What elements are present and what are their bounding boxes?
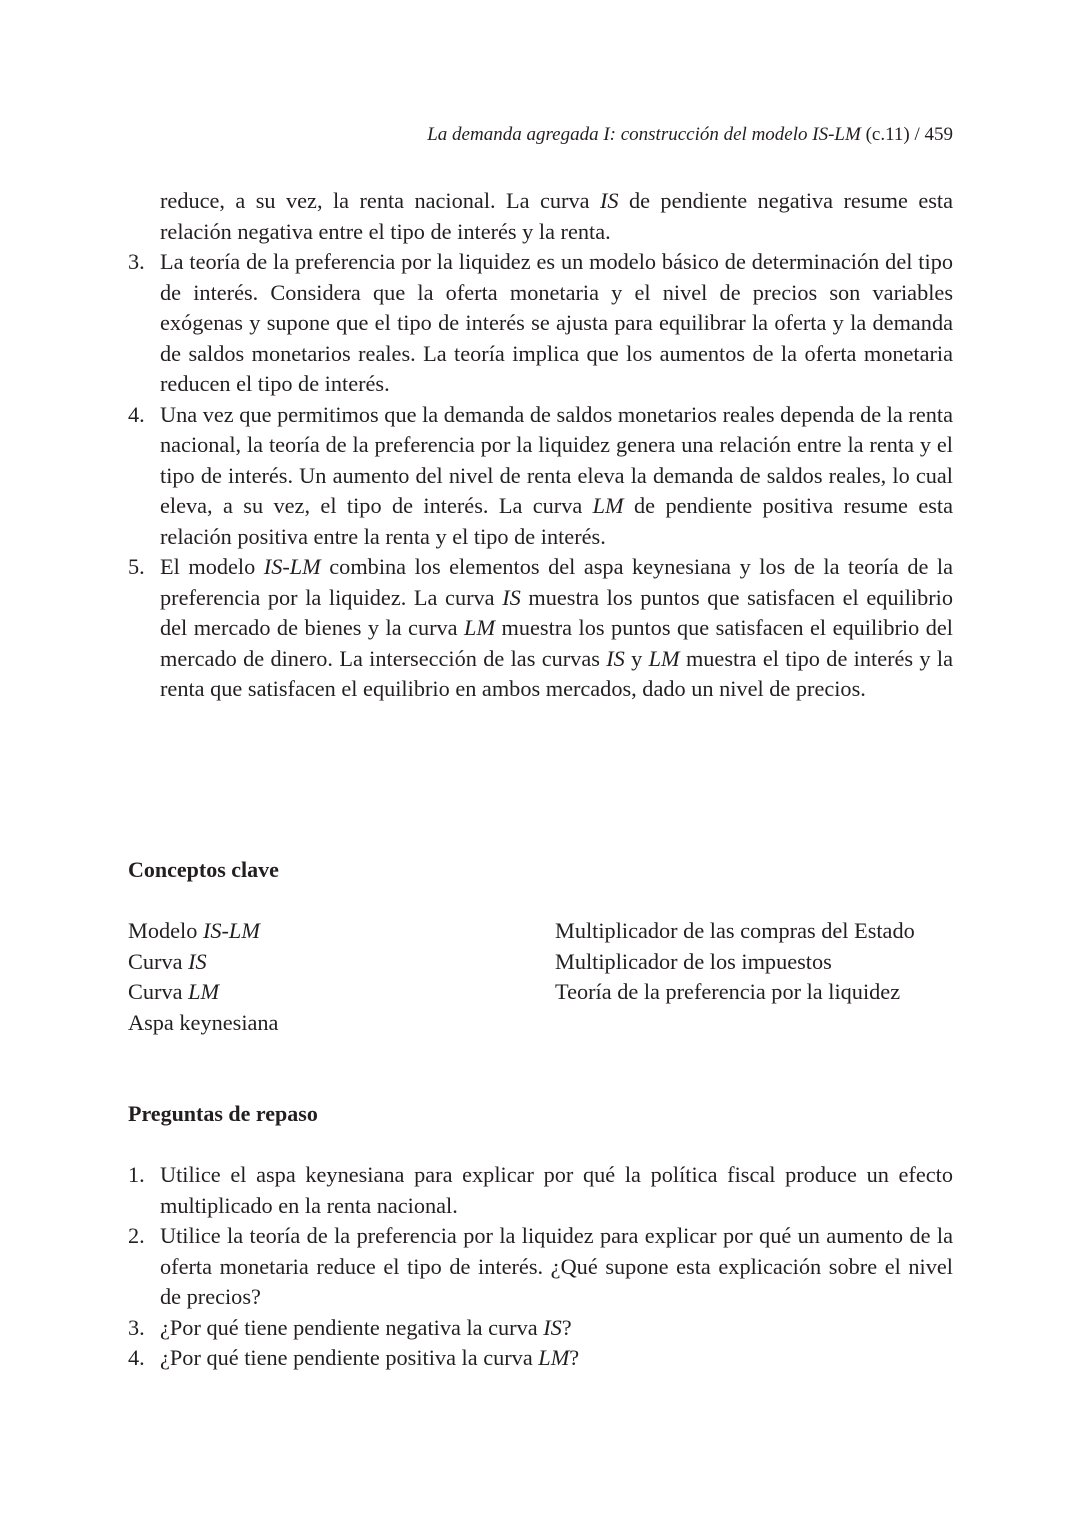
italic-term: IS-LM	[202, 918, 260, 943]
text-run: Curva	[128, 948, 189, 974]
text-run: de pendiente positiva resume esta relación positiva entre la renta y el tipo de interés.	[160, 493, 953, 549]
italic-term: IS	[188, 948, 207, 974]
text-run: Utilice la teoría de la preferencia por la liquidez para explicar por qué un aumento de la oferta monetaria reduce el tipo de interés. ¿Qué supone esta explicación sobre el nivel de precios?	[160, 1223, 953, 1309]
summary-item	[128, 247, 953, 400]
key-concept	[555, 977, 953, 1008]
text-run: muestra el tipo de interés y la renta que satisfacen el equilibrio en ambos mercados, dado un nivel de precios.	[160, 645, 954, 701]
summary-item	[128, 552, 953, 705]
key-concept	[555, 916, 953, 947]
item-number: 5.	[128, 554, 145, 579]
item-number: 3.	[128, 1314, 145, 1340]
text-run: de pendiente negativa resume esta relación negativa entre el tipo de interés y la renta.	[160, 188, 953, 244]
header-title: La demanda agregada I: construcción del modelo IS-LM	[427, 124, 861, 145]
text-run: ?	[561, 1314, 572, 1340]
review-question	[128, 1221, 953, 1313]
italic-term: LM	[648, 645, 680, 671]
key-concepts	[128, 916, 953, 1038]
text-run: Utilice el aspa keynesiana para explicar por qué la política fiscal produce un efecto multiplicado en la renta nacional.	[160, 1162, 953, 1218]
key-concept	[128, 1008, 555, 1039]
italic-term: LM	[592, 493, 624, 518]
text-run: y	[624, 645, 649, 671]
summary-item	[128, 400, 953, 553]
key-concept	[128, 977, 555, 1008]
italic-term: IS	[543, 1314, 562, 1340]
italic-term: LM	[538, 1345, 570, 1370]
italic-term: IS	[599, 188, 619, 213]
key-concepts-left	[128, 916, 555, 1038]
key-concept	[128, 916, 555, 947]
summary-list	[128, 186, 953, 705]
text-run: Aspa keynesiana	[128, 1009, 279, 1035]
header-chapter: (c.11)	[865, 124, 910, 145]
review-heading: Preguntas de repaso	[128, 1101, 318, 1126]
italic-term: IS	[502, 584, 521, 610]
review-question	[128, 1343, 953, 1374]
review-questions	[128, 1160, 953, 1374]
running-header	[427, 124, 953, 146]
italic-term: LM	[188, 979, 220, 1004]
text-run: Modelo	[128, 918, 203, 943]
item-number: 2.	[128, 1223, 145, 1248]
item-number: 1.	[128, 1162, 145, 1187]
italic-term: IS	[606, 645, 625, 671]
text-run: combina los elementos del aspa keynesiana y los de la teoría de la preferencia por la liquidez. La curva	[160, 554, 953, 610]
item-number: 4.	[128, 401, 145, 427]
text-run: Multiplicador de las compras del Estado	[555, 918, 915, 943]
text-run: muestra los puntos que satisfacen el equilibrio del mercado de dinero. La intersección de las curvas	[160, 615, 953, 671]
key-concept	[555, 947, 953, 978]
text-run: Curva	[128, 979, 189, 1004]
text-run: muestra los puntos que satisfacen el equilibrio del mercado de bienes y la curva	[160, 584, 954, 640]
item-number: 4.	[128, 1345, 145, 1370]
key-concepts-heading: Conceptos clave	[128, 857, 279, 882]
key-concept	[128, 947, 555, 978]
text-run: Multiplicador de los impuestos	[555, 948, 832, 974]
review-question	[128, 1313, 953, 1344]
text-run: El modelo	[160, 554, 264, 579]
review-question	[128, 1160, 953, 1221]
italic-term: IS-LM	[263, 554, 321, 579]
italic-term: LM	[464, 615, 496, 640]
text-run: Una vez que permitimos que la demanda de saldos monetarios reales dependa de la renta nacional, la teoría de la preferencia por la liquidez genera una relación entre la renta y el tipo de interés. Un aumento del nivel de renta eleva la demanda de saldos reales, lo cual eleva, a su vez, el tipo de interés. La curva	[160, 401, 953, 518]
text-run: reduce, a su vez, la renta nacional. La curva	[160, 188, 600, 213]
text-run: Teoría de la preferencia por la liquidez	[555, 979, 901, 1004]
text-run: ¿Por qué tiene pendiente positiva la curva	[160, 1345, 539, 1370]
text-run: ?	[569, 1345, 580, 1370]
key-concepts-right	[555, 916, 953, 1038]
page-number: 459	[924, 124, 953, 145]
summary-continuation	[128, 186, 953, 247]
header-separator: /	[914, 124, 920, 145]
item-number: 3.	[128, 249, 145, 274]
text-run: La teoría de la preferencia por la liquidez es un modelo básico de determinación del tipo de interés. Considera que la oferta monetaria y el nivel de precios son variables exógenas y supone que el tipo de interés se ajusta para equilibrar la oferta y la demanda de saldos monetarios reales. La teoría implica que los aumentos de la oferta monetaria reducen el tipo de interés.	[160, 249, 953, 396]
text-run: ¿Por qué tiene pendiente negativa la curva	[160, 1314, 544, 1340]
